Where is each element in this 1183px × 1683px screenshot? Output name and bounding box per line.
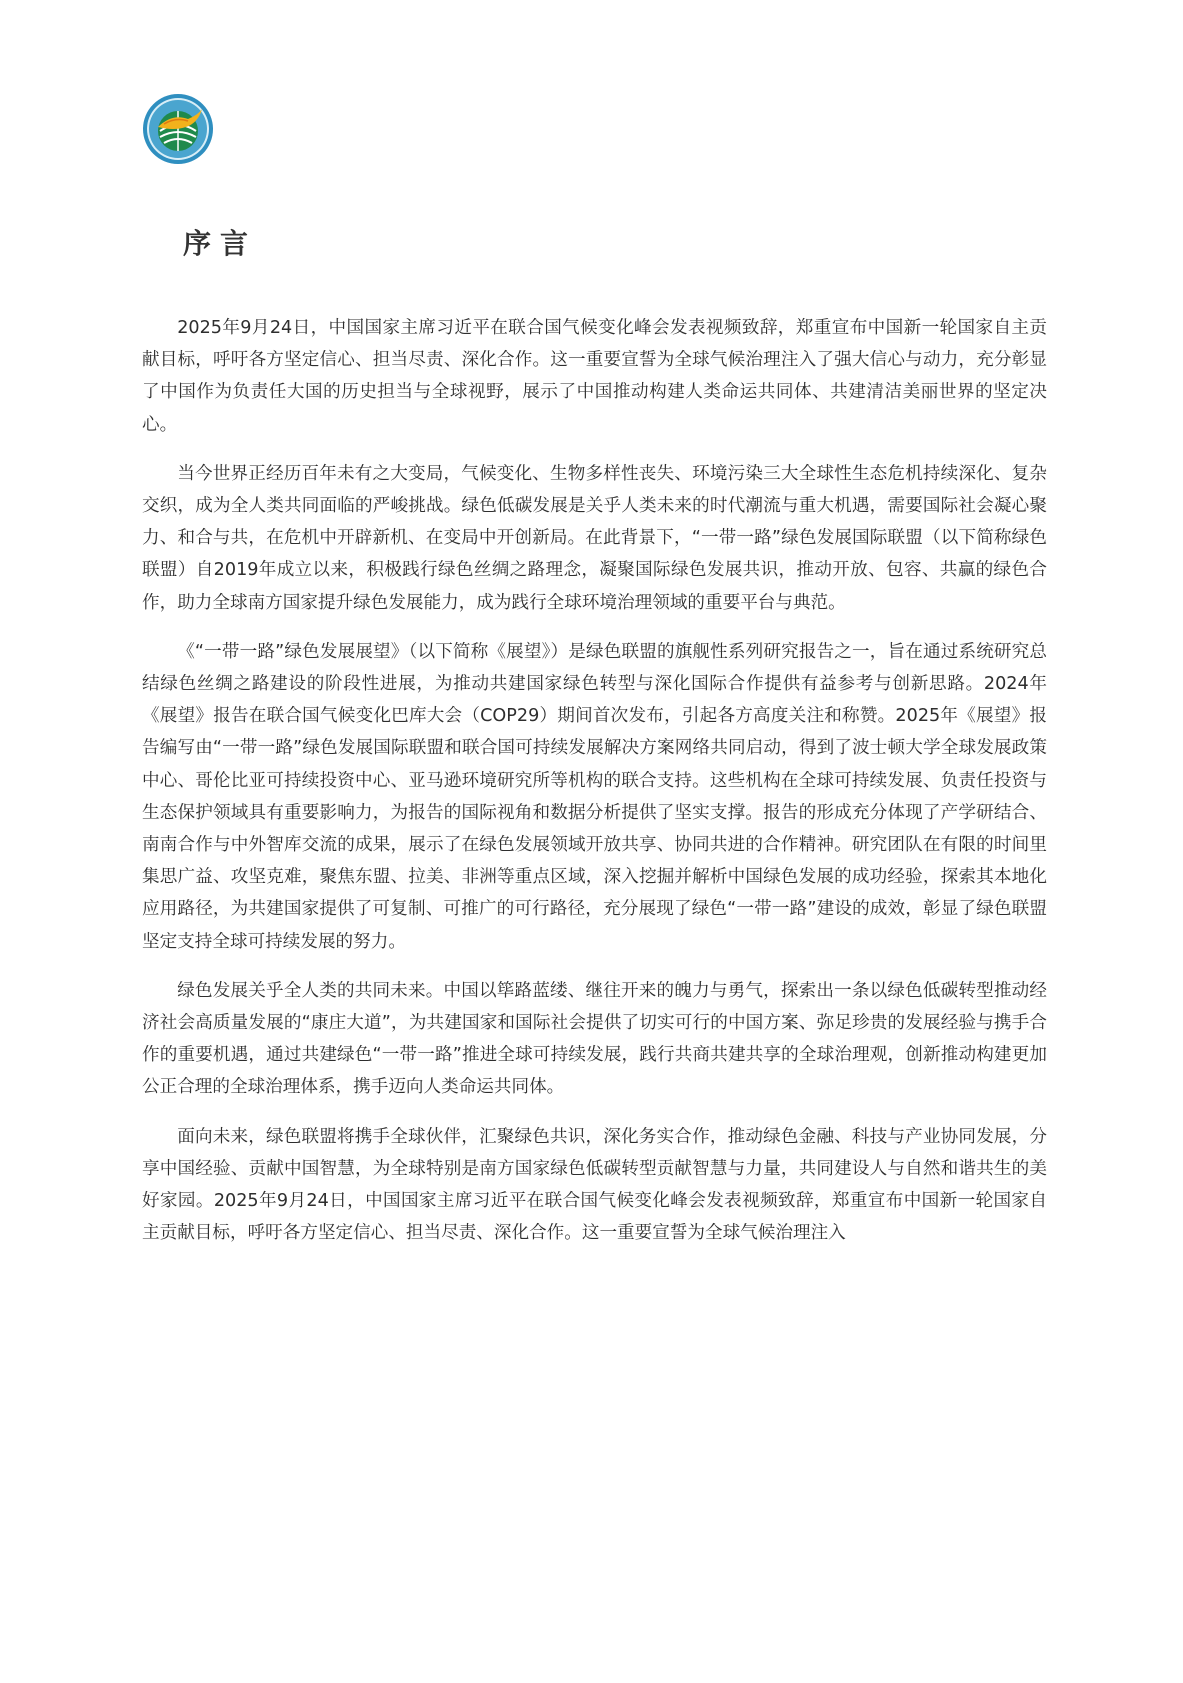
paragraph: 2025年9月24日，中国国家主席习近平在联合国气候变化峰会发表视频致辞，郑重宣布中国新一轮国家自主贡献目标，呼吁各方坚定信心、担当尽责、深化合作。这一重要宣誓为全球气候治理注入了强大信心与动力，充分彰显了中国作为负责任大国的历史担当与全球视野，展示了中国推动构建人类命运共同体、共建清洁美丽世界的坚定决心。	[142, 318, 1047, 435]
paragraph: 面向未来，绿色联盟将携手全球伙伴，汇聚绿色共识，深化务实合作，推动绿色金融、科技与产业协同发展，分享中国经验、贡献中国智慧，为全球特别是南方国家绿色低碳转型贡献智慧与力量，共同建设人与自然和谐共生的美好家园。2025年9月24日，中国国家主席习近平在联合国气候变化峰会发表视频致辞，郑重宣布中国新一轮国家自主贡献目标，呼吁各方坚定信心、担当尽责、深化合作。这一重要宣誓为全球气候治理注入	[142, 1126, 1047, 1244]
paragraph: 绿色发展关乎全人类的共同未来。中国以筚路蓝缕、继往开来的魄力与勇气，探索出一条以绿色低碳转型推动经济社会高质量发展的“康庄大道”，为共建国家和国际社会提供了切实可行的中国方案、弥足珍贵的发展经验与携手合作的重要机遇，通过共建绿色“一带一路”推进全球可持续发展，践行共商共建共享的全球治理观，创新推动构建更加公正合理的全球治理体系，携手迈向人类命运共同体。	[142, 980, 1047, 1098]
belt-road-green-coalition-logo	[142, 93, 214, 165]
preface-body	[142, 312, 1047, 1266]
page-title: 序言	[183, 227, 258, 260]
paragraph: 《“一带一路”绿色发展展望》（以下简称《展望》）是绿色联盟的旗舰性系列研究报告之一，旨在通过系统研究总结绿色丝绸之路建设的阶段性进展，为推动共建国家绿色转型与深化国际合作提供有益参考与创新思路。2024年《展望》报告在联合国气候变化巴库大会（COP29）期间首次发布，引起各方高度关注和称赞。2025年《展望》报告编写由“一带一路”绿色发展国际联盟和联合国可持续发展解决方案网络共同启动，得到了波士顿大学全球发展政策中心、哥伦比亚可持续投资中心、亚马逊环境研究所等机构的联合支持。这些机构在全球可持续发展、负责任投资与生态保护领域具有重要影响力，为报告的国际视角和数据分析提供了坚实支撑。报告的形成充分体现了产学研结合、南南合作与中外智库交流的成果，展示了在绿色发展领域开放共享、协同共进的合作精神。研究团队在有限的时间里集思广益、攻坚克难，聚焦东盟、拉美、非洲等重点区域，深入挖掘并解析中国绿色发展的成功经验，探索其本地化应用路径，为共建国家提供了可复制、可推广的可行路径，充分展现了绿色“一带一路”建设的成效，彰显了绿色联盟坚定支持全球可持续发展的努力。	[142, 641, 1047, 952]
paragraph: 当今世界正经历百年未有之大变局，气候变化、生物多样性丧失、环境污染三大全球性生态危机持续深化、复杂交织，成为全人类共同面临的严峻挑战。绿色低碳发展是关乎人类未来的时代潮流与重大机遇，需要国际社会凝心聚力、和合与共，在危机中开辟新机、在变局中开创新局。在此背景下，“一带一路”绿色发展国际联盟（以下简称绿色联盟）自2019年成立以来，积极践行绿色丝绸之路理念，凝聚国际绿色发展共识，推动开放、包容、共赢的绿色合作，助力全球南方国家提升绿色发展能力，成为践行全球环境治理领域的重要平台与典范。	[142, 463, 1047, 613]
